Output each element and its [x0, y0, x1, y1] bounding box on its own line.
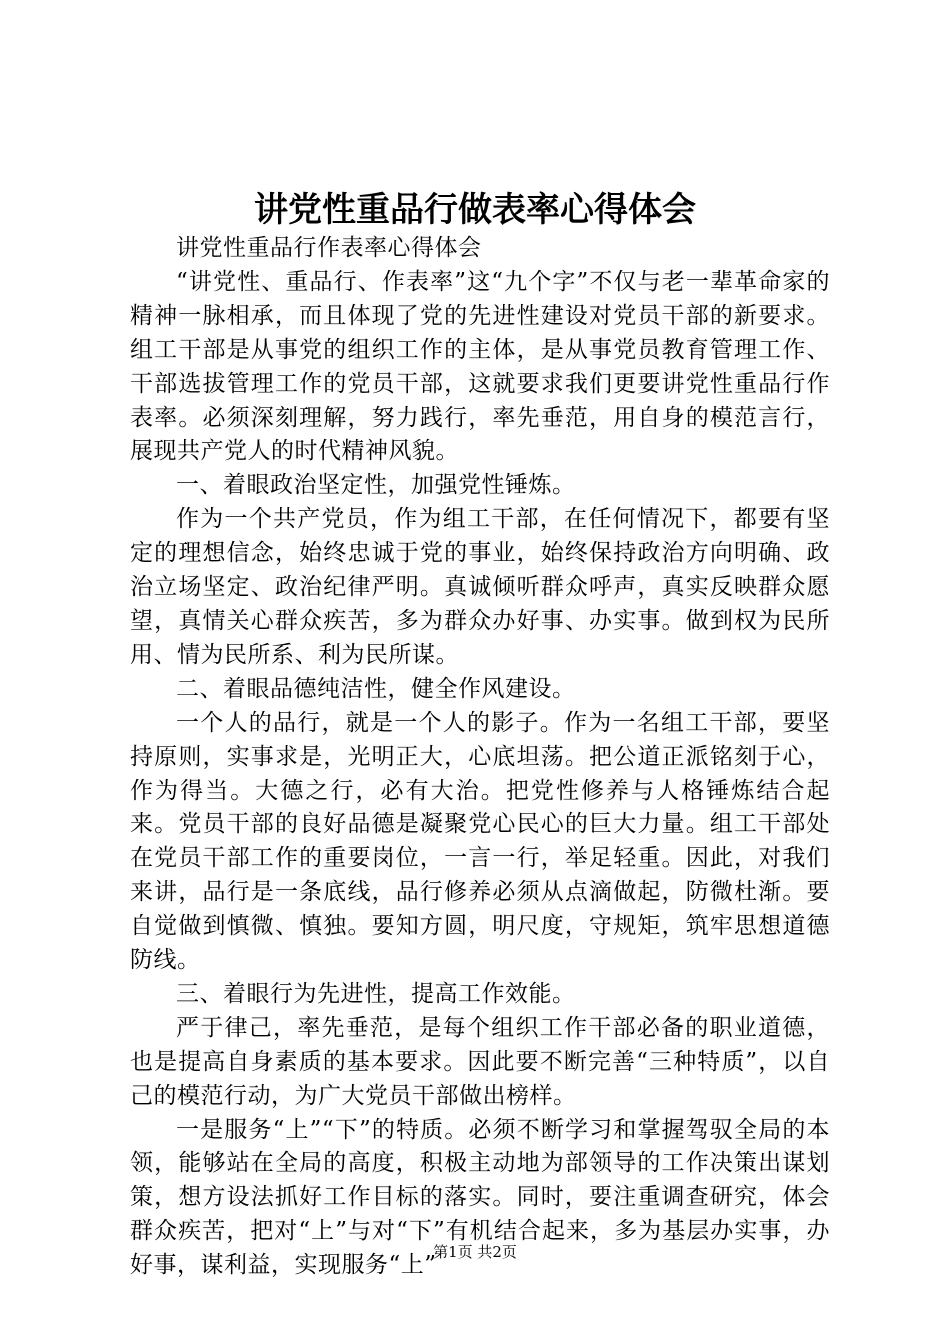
section-heading-2: 二、着眼品德纯洁性，健全作风建设。 — [176, 675, 576, 702]
paragraph-trait-1: 一是服务“上”“下”的特质。必须不断学习和掌握驾驭全局的本领，能够站在全局的高度，积极主动地为部领导的工作决策出谋划策，想方设法抓好工作目标的落实。同时，要注重调查研究，体会群众疾苦，把对“上”与对“下”有机结合起来，多为基层办实事，办好事，谋利益，实现服务“上” — [130, 1116, 830, 1279]
paragraph-intro: “讲党性、重品行、作表率”这“九个字”不仅与老一辈革命家的精神一脉相承，而且体现了党的先进性建设对党员干部的新要求。组工干部是从事党的组织工作的主体，是从事党员教育管理工作、干部选拔管理工作的党员干部，这就要求我们更要讲党性重品行作表率。必须深刻理解，努力践行，率先垂范，用自身的模范言行，展现共产党人的时代精神风貌。 — [130, 268, 830, 465]
document-subtitle: 讲党性重品行作表率心得体会 — [176, 235, 482, 261]
document-title: 讲党性重品行做表率心得体会 — [254, 190, 696, 230]
paragraph-section-1: 作为一个共产党员，作为组工干部，在任何情况下，都要有坚定的理想信念，始终忠诚于党的事业，始终保持政治方向明确、政治立场坚定、政治纪律严明。真诚倾听群众呼声，真实反映群众愿望，真情关心群众疾苦，多为群众办好事、办实事。做到权为民所用、情为民所系、利为民所谋。 — [130, 506, 830, 668]
paragraph-section-2: 一个人的品行，就是一个人的影子。作为一名组工干部，要坚持原则，实事求是，光明正大，心底坦荡。把公道正派铭刻于心，作为得当。大德之行，必有大治。把党性修养与人格锤炼结合起来。党员干部的良好品德是凝聚党心民心的巨大力量。组工干部处在党员干部工作的重要岗位，一言一行，举足轻重。因此，对我们来讲，品行是一条底线，品行修养必须从点滴做起，防微杜渐。要自觉做到慎微、慎独。要知方圆，明尺度，守规矩，筑牢思想道德防线。 — [130, 709, 830, 974]
paragraph-section-3: 严于律己，率先垂范，是每个组织工作干部必备的职业道德，也是提高自身素质的基本要求。因此要不断完善“三种特质”，以自己的模范行动，为广大党员干部做出榜样。 — [130, 1014, 830, 1109]
section-heading-3: 三、着眼行为先进性，提高工作效能。 — [176, 980, 576, 1007]
section-heading-1: 一、着眼政治坚定性，加强党性锤炼。 — [176, 472, 576, 499]
page-indicator: 第1页 共2页 — [433, 1243, 517, 1261]
document-body — [130, 232, 830, 1283]
